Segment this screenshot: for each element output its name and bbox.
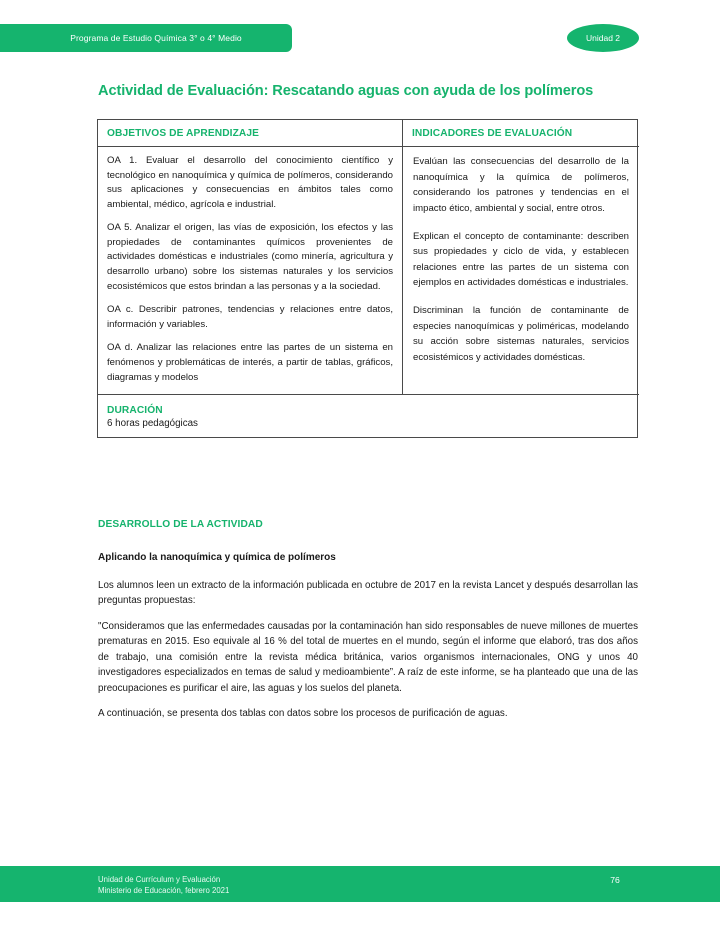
program-banner [0,24,292,52]
footer-line-1: Unidad de Currículum y Evaluación [98,875,221,884]
duracion-value: 6 horas pedagógicas [107,418,198,430]
column-header-objetivos: OBJETIVOS DE APRENDIZAJE [107,128,260,139]
page-number: 76 [610,875,620,885]
objetivo-item: OA c. Describir patrones, tendencias y relaciones entre datos, información y variables. [107,304,393,330]
program-banner-label: Programa de Estudio Química 3° o 4° Medio [70,33,242,43]
objetivo-item: OA 1. Evaluar el desarrollo del conocimiento científico y tecnológico en nanoquímica y química de polímeros, considerando sus aplicaciones y consecuencias en ámbitos tales como ambiental, médico, agrícola e industrial. [107,155,393,210]
desarrollo-section-heading: DESARROLLO DE LA ACTIVIDAD [98,519,263,530]
body-paragraph-quote: "Consideramos que las enfermedades causadas por la contaminación han sido responsables de nueve millones de muertes prematuras en 2015. Eso equivale al 16 % del total de muertes en el mundo, según el informe que elaboró, tras dos años de trabajo, una comisión entre la revista médica británica, varios organismos internacionales, ONG y unos 40 investigadores especializados en temas de salud y medioambiente”. A raíz de este informe, se ha planteado que una de las preocupaciones es purificar el aire, las aguas y los suelos del planeta. [98,620,638,694]
footer-line-2: Ministerio de Educación, febrero 2021 [98,886,230,896]
page-title: Actividad de Evaluación: Rescatando aguas con ayuda de los polímeros [98,83,594,99]
table-content-row [98,147,639,395]
unit-badge [567,24,639,52]
body-paragraph: A continuación, se presenta dos tablas con datos sobre los procesos de purificación de aguas. [98,708,508,720]
column-header-indicadores: INDICADORES DE EVALUACIÓN [412,128,573,139]
body-paragraph: Los alumnos leen un extracto de la información publicada en octubre de 2017 en la revista Lancet y después desarrollan las preguntas propuestas: [98,580,638,607]
page-header [0,0,720,70]
unit-badge-label: Unidad 2 [585,33,621,43]
duracion-cell [98,395,639,437]
indicador-item: Evalúan las consecuencias del desarrollo de la nanoquímica y la química de polímeros, considerando los patrones y tendencias en el impacto ético, ambiental y social, entre otros. [413,156,629,214]
objetivo-item: OA d. Analizar las relaciones entre las partes de un sistema en fenómenos y problemáticas de interés, a partir de tablas, gráficos, diagramas y modelos [107,342,393,383]
desarrollo-body [98,578,638,722]
indicadores-cell [403,147,639,375]
duracion-label: DURACIÓN [107,405,163,417]
table-header-row [98,120,639,147]
indicador-item: Discriminan la función de contaminante de especies nanoquímicas y poliméricas, modelando su acción sobre sistemas naturales, servicios ecosistémicos y actividades domésticas. [413,305,629,363]
objetivos-cell [98,147,402,394]
indicador-item: Explican el concepto de contaminante: describen sus propiedades y ciclo de vida, y establecen relaciones entre las partes de un sistema con ejemplos en actividades domésticas e industriales. [413,230,629,289]
learning-objectives-table [97,119,638,438]
objetivo-item: OA 5. Analizar el origen, las vías de exposición, los efectos y las propiedades de contaminantes químicos provenientes de actividades domésticas e industriales (como minería, agricultura y desarrollo urbano) sobre los sistemas naturales y los servicios ecosistémicos que estos brindan a las personas y a la sociedad. [107,222,393,292]
footer-organization [98,874,229,897]
desarrollo-subheading: Aplicando la nanoquímica y química de polímeros [98,552,336,563]
duracion-row [98,395,639,438]
